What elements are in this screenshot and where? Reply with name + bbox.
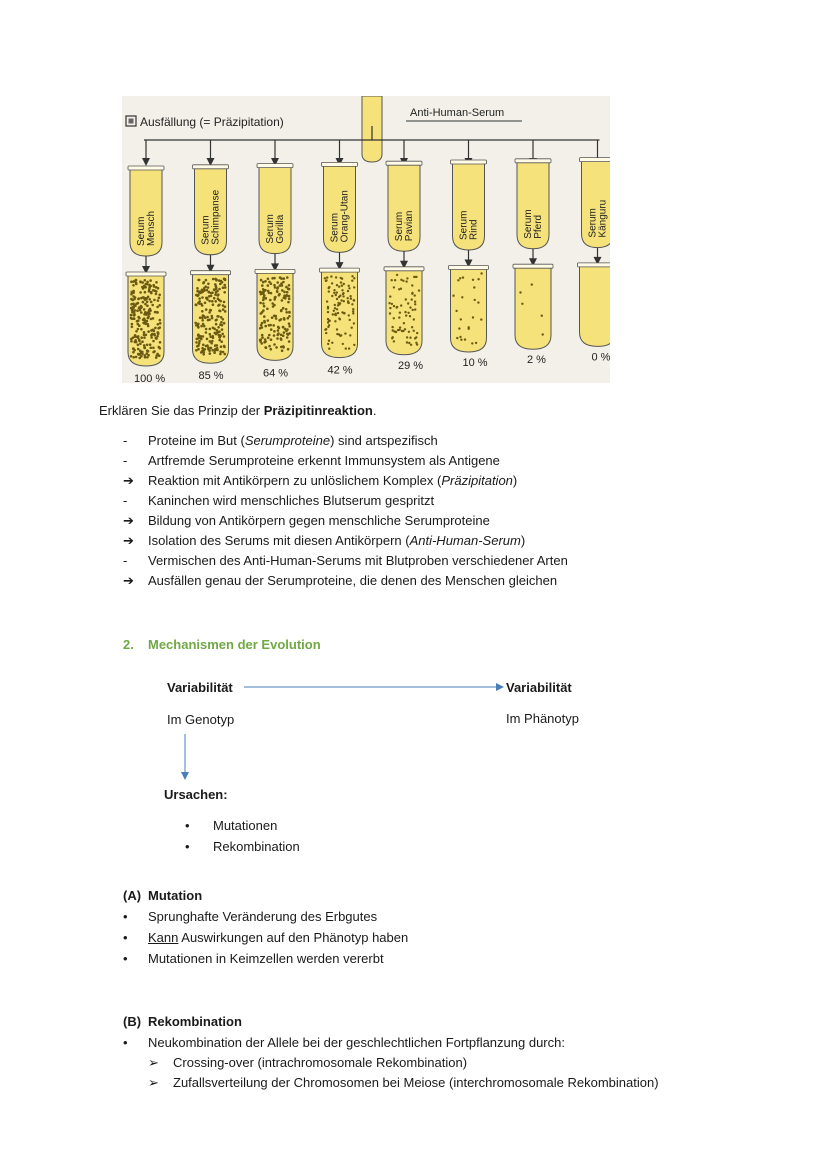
serum-label-line1: Serum: [394, 211, 405, 242]
text-segment: Anti-Human-Serum: [409, 533, 521, 548]
arrow-bullet-icon: ➔: [123, 533, 134, 548]
mutation-list: [123, 907, 803, 970]
question-text: Erklären Sie das Prinzip der: [99, 403, 264, 418]
text-segment: ) sind artspezifisch: [330, 433, 438, 448]
serum-label-species: Mensch: [146, 210, 157, 246]
recombination-subitem: [148, 1073, 808, 1093]
text-segment: Proteine im But (: [148, 433, 245, 448]
serum-label-species: Orang-Utan: [339, 190, 351, 243]
text-segment: Kaninchen wird menschliches Blutserum gespritzt: [148, 493, 435, 508]
causes-label: Ursachen:: [164, 787, 228, 802]
section-number: 2.: [123, 637, 134, 652]
text-segment: Bildung von Antikörpern gegen menschliche Serumproteine: [148, 513, 490, 528]
genotype-variability-title: Variabilität: [167, 680, 233, 695]
text-segment: Reaktion mit Antikörpern zu unlöslichem Komplex (: [148, 473, 442, 488]
dash-bullet-icon: -: [123, 453, 128, 468]
phenotype-label: Im Phänotyp: [506, 711, 579, 726]
serum-label-line1: Serum: [329, 212, 341, 243]
text-segment: ): [520, 533, 526, 548]
recombination-subitem: [148, 1053, 808, 1073]
bullet-icon: •: [185, 818, 190, 833]
cause-mutation: Mutationen: [213, 818, 278, 833]
arrow-bullet-icon: ➔: [123, 473, 134, 488]
serum-label-line1: Serum: [587, 208, 599, 238]
text-segment: Kann: [148, 930, 179, 945]
section-title: Mechanismen der Evolution: [148, 637, 321, 652]
recombination-heading: Rekombination: [148, 1014, 242, 1029]
text-segment: Mutationen in Keimzellen werden vererbt: [148, 951, 384, 966]
dash-bullet-icon: -: [123, 433, 128, 448]
serum-label-line1: Serum: [458, 210, 470, 240]
mutation-text: [148, 949, 384, 969]
serum-label-species: Pavian: [404, 210, 415, 242]
serum-label-species: Gorilla: [275, 214, 286, 244]
mutation-text: [148, 928, 408, 948]
mutation-item: [123, 907, 803, 928]
dash-bullet-icon: -: [123, 553, 128, 568]
precipitation-percent: 100 %: [134, 373, 166, 383]
serum-label-species: Rind: [468, 219, 480, 240]
serum-label-species: Pferd: [533, 214, 544, 239]
arrowhead-bullet-icon: ➢: [148, 1075, 159, 1090]
mutation-heading-label: (A): [123, 888, 142, 903]
bullet-icon: •: [123, 930, 128, 945]
recombination-intro: Neukombination der Allele bei der geschlechtlichen Fortpflanzung durch:: [148, 1035, 565, 1050]
mutation-heading: Mutation: [148, 888, 203, 903]
text-segment: Ausfällen genau der Serumproteine, die denen des Menschen gleichen: [148, 573, 558, 588]
serum-label-line1: Serum: [523, 209, 534, 239]
dash-bullet-icon: -: [123, 493, 128, 508]
serum-label-line1: Serum: [200, 215, 212, 245]
precipitation-percent: 10 %: [462, 357, 488, 369]
precipitation-percent: 2 %: [527, 354, 546, 367]
arrowhead-bullet-icon: ➢: [148, 1055, 159, 1070]
text-segment: Präzipitation: [441, 473, 513, 488]
bullet-icon: •: [123, 951, 128, 966]
recombination-heading-label: (B): [123, 1014, 142, 1029]
question-keyword: Präzipitinreaktion: [263, 403, 373, 418]
arrow-bullet-icon: ➔: [123, 573, 134, 588]
arrow-bullet-icon: ➔: [123, 513, 134, 528]
mutation-text: [148, 907, 377, 927]
precipitation-percent: 85 %: [198, 370, 224, 383]
serum-label-species: Schimpanse: [210, 189, 222, 245]
text-segment: Isolation des Serums mit diesen Antikörpern (: [148, 533, 410, 548]
question-end: .: [372, 403, 377, 418]
text-segment: Vermischen des Anti-Human-Serums mit Blutproben verschiedener Arten: [148, 553, 568, 568]
text-segment: Serumproteine: [244, 433, 331, 448]
phenotype-variability-title: Variabilität: [506, 680, 572, 695]
text-segment: Auswirkungen auf den Phänotyp haben: [178, 930, 409, 945]
bullet-icon: •: [185, 839, 190, 854]
genotype-label: Im Genotyp: [167, 712, 235, 727]
figure-title: Ausfällung (= Präzipitation): [140, 115, 284, 129]
serum-label-line1: Serum: [265, 214, 276, 244]
text-segment: ): [512, 473, 518, 488]
subitem-chromosome-distribution: Zufallsverteilung der Chromosomen bei Meiose (interchromosomale Rekombination): [173, 1075, 659, 1090]
precipitation-percent: 64 %: [263, 367, 289, 380]
bullet-icon: •: [123, 1035, 128, 1050]
serum-label-line1: Serum: [136, 216, 147, 246]
serum-label-species: Känguru: [597, 199, 609, 238]
text-segment: Artfremde Serumproteine erkennt Immunsystem als Antigene: [148, 453, 500, 468]
precipitation-percent: 29 %: [398, 359, 424, 372]
precipitation-percent: 0 %: [591, 351, 610, 364]
precipitation-percent: 42 %: [327, 364, 353, 377]
reagent-label: Anti-Human-Serum: [410, 107, 505, 119]
mutation-item: [123, 928, 803, 949]
mutation-item: [123, 949, 803, 970]
bullet-icon: •: [123, 909, 128, 924]
subitem-crossing-over: Crossing-over (intrachromosomale Rekombination): [173, 1055, 468, 1070]
text-segment: Sprunghafte Veränderung des Erbgutes: [148, 909, 378, 924]
cause-recombination: Rekombination: [213, 839, 300, 854]
recombination-intro-row: [123, 1033, 803, 1053]
